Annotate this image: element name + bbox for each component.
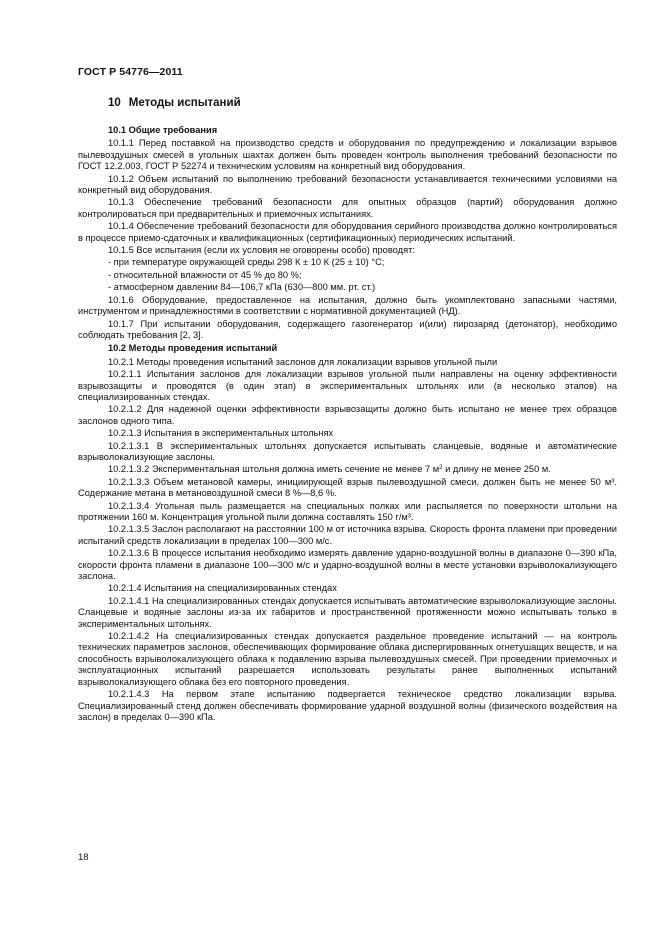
paragraph (78, 221, 617, 244)
paragraph-text: 10.2.1.4 Испытания на специализированных стендах (108, 583, 337, 594)
paragraph-text: - относительной влажности от 45 % до 80 %; (108, 269, 302, 280)
paragraph-text: 10.2.1.3.2 Экспериментальная штольня должна иметь сечение не менее 7 м (108, 464, 440, 475)
paragraph (78, 583, 617, 594)
paragraph-text: 10.2.1.3.1 В экспериментальных штольнях допускается испытывать сланцевые, водяные и автоматические взрыволокализующие заслоны. (78, 440, 617, 462)
paragraph-text: 10.2.1.4.1 На специализированных стендах допускается испытывать автоматические взрыволокализующие заслоны. Сланцевые и водяные заслоны из-за их габаритов и пространственной протяженности можно испытывать только в экспериментальных штольнях. (78, 595, 617, 629)
paragraph-text: 10.2.1.2 Для надежной оценки эффективности взрывозащиты должно быть испытано не менее трех образцов заслонов одного типа. (78, 404, 617, 426)
paragraph (78, 295, 617, 318)
paragraph-text: - при температуре окружающей среды 298 К ± 10 К (25 ± 10) °С; (108, 257, 385, 268)
paragraph (78, 477, 617, 500)
section-number: 10 (108, 97, 121, 109)
paragraph (78, 369, 617, 403)
paragraph-text: 10.2.1.3.3 Объем метановой камеры, инициирующей взрыв пылевоздушной смеси, должен быть не менее 50 м³. Содержание метана в метановоздушной смеси 8 %—8,6 %. (78, 476, 617, 499)
document-body (78, 123, 617, 724)
paragraph (78, 428, 617, 439)
paragraph-text: 10.2.1.3.6 В процессе испытания необходимо измерять давление ударно-воздушной волны в диапазоне 0—390 кПа, скорости фронта пламени в диапазоне 100—300 м/с и ударно-воздушной волны в месте установки взрыволокализующего заслона. (78, 548, 617, 582)
paragraph (78, 631, 617, 688)
paragraph (78, 464, 617, 475)
paragraph-text: 10.2.1.3 Испытания в экспериментальных штольнях (108, 428, 334, 439)
paragraph (78, 245, 617, 256)
paragraph-text: 10.1.1 Перед поставкой на производство средств и оборудования по предупреждению и локализации взрывов пылевоздушных смесей в угольных шахтах должен быть проведен контроль выполнения требований безопасности по ГОСТ 12.2.003, ГОСТ Р 52274 и техническим условиям на конкретный вид оборудования. (78, 138, 617, 172)
paragraph-text: 10.1.3 Обеспечение требований безопасности для опытных образцов (партий) оборудования должно контролироваться при предварительных и приемочных испытаниях. (78, 197, 617, 219)
paragraph (78, 404, 617, 427)
paragraph-text: и длину не менее 250 м. (442, 464, 551, 475)
paragraph-text: 10.2.1.4.2 На специализированных стендах допускается раздельное проведение испытаний — на контроль технических параметров заслонов, обеспечивающих формирование облака диспергированных огнетушащих веществ, и на способность взрыволокализующего облака к подавлению взрыва пылевоздушных смесей. При проведении приемочных и эксплуатационных испытаний разрешается использовать результаты ранее выполненных испытаний взрыволокализующего облака без его повторного проведения. (78, 631, 617, 687)
superscript: 2 (439, 465, 443, 472)
list-item (78, 270, 617, 281)
paragraph (78, 596, 617, 630)
paragraph-text: 10.1 Общие требования (108, 125, 218, 135)
paragraph-text: 10.2.1.3.4 Угольная пыль размещается на специальных полках или распыляется по поверхности штольни на протяжении 160 м. Концентрация угольной пыли должна составлять 150 г/м³. (78, 500, 617, 522)
paragraph-text: - атмосферном давлении 84—106,7 кПа (630—800 мм. рт. ст.) (108, 282, 376, 293)
paragraph (78, 138, 617, 172)
list-item (78, 257, 617, 268)
standard-header: ГОСТ Р 54776—2011 (78, 66, 183, 78)
paragraph-text: 10.2 Методы проведения испытаний (108, 343, 278, 354)
section-title: Методы испытаний (128, 97, 241, 109)
paragraph-text: 10.1.7 При испытании оборудования, содержащего газогенератор и(или) пирозаряд (детонатор), необходимо соблюдать требования [2, 3]. (78, 318, 617, 340)
paragraph-text: 10.2.1.4.3 На первом этапе испытанию подвергается техническое средство локализации взрыва. Специализированный стенд должен обеспечивать формирование ударной воздушной волны (физического воздействия на заслон) в пределах 0—390 кПа. (78, 689, 617, 722)
paragraph-text: 10.1.5 Все испытания (если их условия не оговорены особо) проводят: (108, 245, 415, 256)
paragraph (78, 174, 617, 197)
paragraph-text: 10.2.1.1 Испытания заслонов для локализации взрывов угольной пыли направлены на оценку эффективности взрывозащиты и проводятся (в один этап) в экспериментальных штольнях или (в несколько этапов) на специализированных стендах. (78, 369, 617, 402)
section-heading (108, 97, 241, 109)
paragraph (78, 441, 617, 464)
paragraph-text: 10.1.6 Оборудование, предоставленное на испытания, должно быть укомплектовано запасными частями, инструментом и принадлежностями в соответствии с нормативной документацией (НД). (78, 294, 617, 317)
paragraph (78, 689, 617, 723)
paragraph (78, 197, 617, 220)
paragraph-text: 10.1.2 Объем испытаний по выполнению требований безопасности устанавливается техническими условиями на конкретный вид оборудования. (78, 173, 617, 196)
paragraph-text: 10.2.1.3.5 Заслон располагают на расстоянии 100 м от источника взрыва. Скорость фронта пламени при проведении испытаний средств локализации в пределах 100—300 м/с. (78, 524, 617, 546)
paragraph (78, 548, 617, 582)
paragraph (78, 319, 617, 342)
subsection-heading (78, 343, 617, 354)
paragraph-text: 10.2.1 Методы проведения испытаний заслонов для локализации взрывов угольной пыли (108, 356, 498, 367)
list-item (78, 282, 617, 293)
paragraph (78, 357, 617, 368)
paragraph (78, 524, 617, 547)
subsection-heading (78, 125, 617, 136)
page-number: 18 (78, 852, 89, 863)
paragraph-text: 10.1.4 Обеспечение требований безопасности для оборудования серийного производства должно контролироваться в процессе приемо-сдаточных и квалификационных (сертификационных) периодических испытаний. (78, 221, 617, 243)
paragraph (78, 501, 617, 524)
